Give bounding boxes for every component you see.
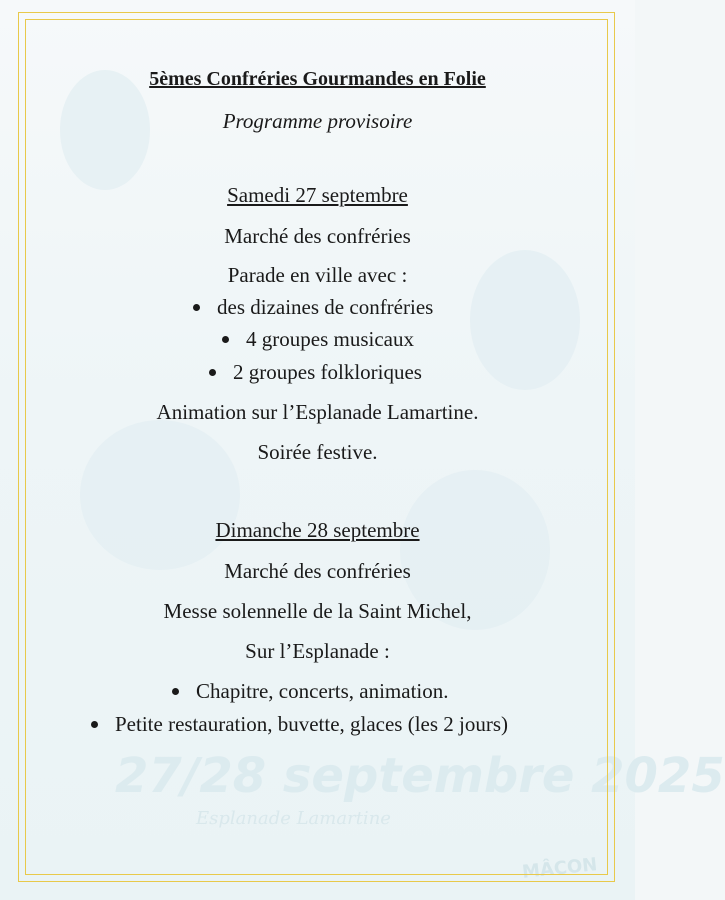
- bullet-icon: [209, 369, 216, 376]
- document-subtitle: Programme provisoire: [222, 109, 413, 133]
- saturday-market: Marché des confréries: [224, 224, 411, 248]
- sunday-item: [172, 678, 449, 704]
- place-watermark: Esplanade Lamartine: [196, 808, 391, 829]
- sunday-heading: Dimanche 28 septembre: [215, 518, 420, 542]
- sunday-esplanade-intro: Sur l’Esplanade :: [245, 639, 390, 663]
- saturday-evening: Soirée festive.: [257, 440, 378, 464]
- bullet-icon: [222, 336, 229, 343]
- parade-item-text: des dizaines de confréries: [217, 295, 434, 319]
- bullet-icon: [193, 304, 200, 311]
- parade-item: [193, 294, 433, 320]
- sunday-item-text: Chapitre, concerts, animation.: [196, 679, 449, 703]
- parade-item: [209, 359, 422, 385]
- bullet-icon: [172, 688, 179, 695]
- logo-watermark: MÂCON: [521, 854, 599, 883]
- parade-item-text: 2 groupes folkloriques: [233, 360, 422, 384]
- saturday-parade-intro: Parade en ville avec :: [227, 263, 408, 287]
- document-title: 5èmes Confréries Gourmandes en Folie: [149, 68, 486, 90]
- date-watermark: 27/28 septembre 2025: [115, 748, 725, 804]
- sunday-market: Marché des confréries: [224, 559, 411, 583]
- sunday-item-text: Petite restauration, buvette, glaces (les 2 jours): [115, 712, 509, 736]
- parade-item: [222, 326, 414, 352]
- saturday-animation: Animation sur l’Esplanade Lamartine.: [156, 400, 479, 424]
- parade-item-text: 4 groupes musicaux: [246, 327, 414, 351]
- sunday-mass: Messe solennelle de la Saint Michel,: [163, 599, 472, 623]
- saturday-heading: Samedi 27 septembre: [227, 183, 408, 207]
- bullet-icon: [91, 721, 98, 728]
- sunday-item: [91, 711, 508, 737]
